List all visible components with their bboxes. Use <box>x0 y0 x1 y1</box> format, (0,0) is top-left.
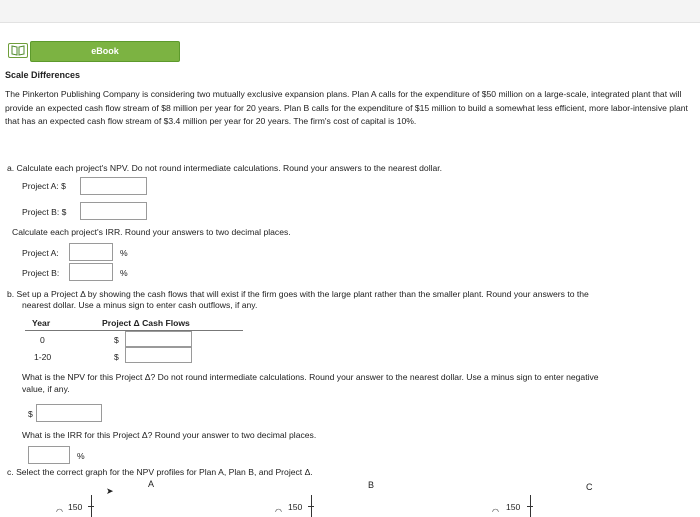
part-c-prompt: c. Select the correct graph for the NPV profiles for Plan A, Plan B, and Project Δ. <box>7 467 313 477</box>
graph-a-radio[interactable]: ◠ <box>56 507 63 516</box>
irr-project-a-input[interactable] <box>69 243 113 261</box>
graph-c-tick <box>527 506 533 507</box>
delta-cf-years1-20-input[interactable] <box>125 347 192 363</box>
table-row-currency: $ <box>114 335 119 345</box>
graph-b-radio[interactable]: ◠ <box>275 507 282 516</box>
irr-prompt: Calculate each project's IRR. Round your answers to two decimal places. <box>12 227 291 237</box>
problem-intro: The Pinkerton Publishing Company is considering two mutually exclusive expansion plans. Plan A calls for the expenditure of $50 million on a large-scale, integrated plant that will provide an expected cash flow stream of $8 million per year for 20 years. Plan B calls for the expenditure of $15 million to build a somewhat less efficient, more labor-intensive plant that has an expected cash flow stream of $3.4 million per year for 20 years. The firm's cost of capital is 10%. <box>5 89 688 126</box>
delta-irr-unit: % <box>77 451 85 461</box>
graph-a-tick-label: 150 <box>68 502 83 512</box>
part-b-prompt-line2: nearest dollar. Use a minus sign to enter cash outflows, if any. <box>22 300 258 310</box>
npv-project-b-label: Project B: $ <box>22 207 67 217</box>
delta-npv-prompt-line1: What is the NPV for this Project Δ? Do not round intermediate calculations. Round your answer to the nearest dollar. Use a minus sign to enter negative <box>22 372 599 382</box>
graph-b-tick-label: 150 <box>288 502 303 512</box>
table-row-year: 1-20 <box>34 352 52 362</box>
graph-c-tick-label: 150 <box>506 502 521 512</box>
top-toolbar <box>0 0 700 23</box>
book-icon[interactable] <box>8 43 28 58</box>
table-header-cash-flows: Project Δ Cash Flows <box>102 318 190 328</box>
page-title: Scale Differences <box>5 70 81 80</box>
cursor-arrow-icon: ➤ <box>106 486 114 496</box>
graph-option-a-label[interactable]: A <box>148 479 155 489</box>
npv-project-b-input[interactable] <box>80 202 147 220</box>
graph-a-tick <box>88 506 94 507</box>
part-a-prompt: a. Calculate each project's NPV. Do not round intermediate calculations. Round your answers to the nearest dollar. <box>7 163 443 173</box>
graph-c-radio[interactable]: ◠ <box>492 507 499 516</box>
graph-option-c-label[interactable]: C <box>586 482 593 492</box>
table-row-year: 0 <box>40 335 45 345</box>
table-header-year: Year <box>32 318 51 328</box>
npv-project-a-input[interactable] <box>80 177 147 195</box>
irr-project-b-input[interactable] <box>69 263 113 281</box>
delta-npv-currency: $ <box>28 409 33 419</box>
graph-option-b-label[interactable]: B <box>368 480 375 490</box>
ebook-button[interactable]: eBook <box>30 41 180 62</box>
graph-b-tick <box>308 506 314 507</box>
table-row-currency: $ <box>114 352 119 362</box>
delta-irr-input[interactable] <box>28 446 70 464</box>
delta-irr-prompt: What is the IRR for this Project Δ? Round your answer to two decimal places. <box>22 430 317 440</box>
irr-project-b-unit: % <box>120 268 128 278</box>
irr-project-a-unit: % <box>120 248 128 258</box>
delta-npv-input[interactable] <box>36 404 102 422</box>
irr-project-a-label: Project A: <box>22 248 59 258</box>
npv-project-a-label: Project A: $ <box>22 181 66 191</box>
part-b-prompt-line1: b. Set up a Project Δ by showing the cash flows that will exist if the firm goes with the large plant rather than the smaller plant. Round your answers to the <box>7 289 589 299</box>
delta-cf-year0-input[interactable] <box>125 331 192 347</box>
irr-project-b-label: Project B: <box>22 268 60 278</box>
delta-npv-prompt-line2: value, if any. <box>22 384 70 394</box>
